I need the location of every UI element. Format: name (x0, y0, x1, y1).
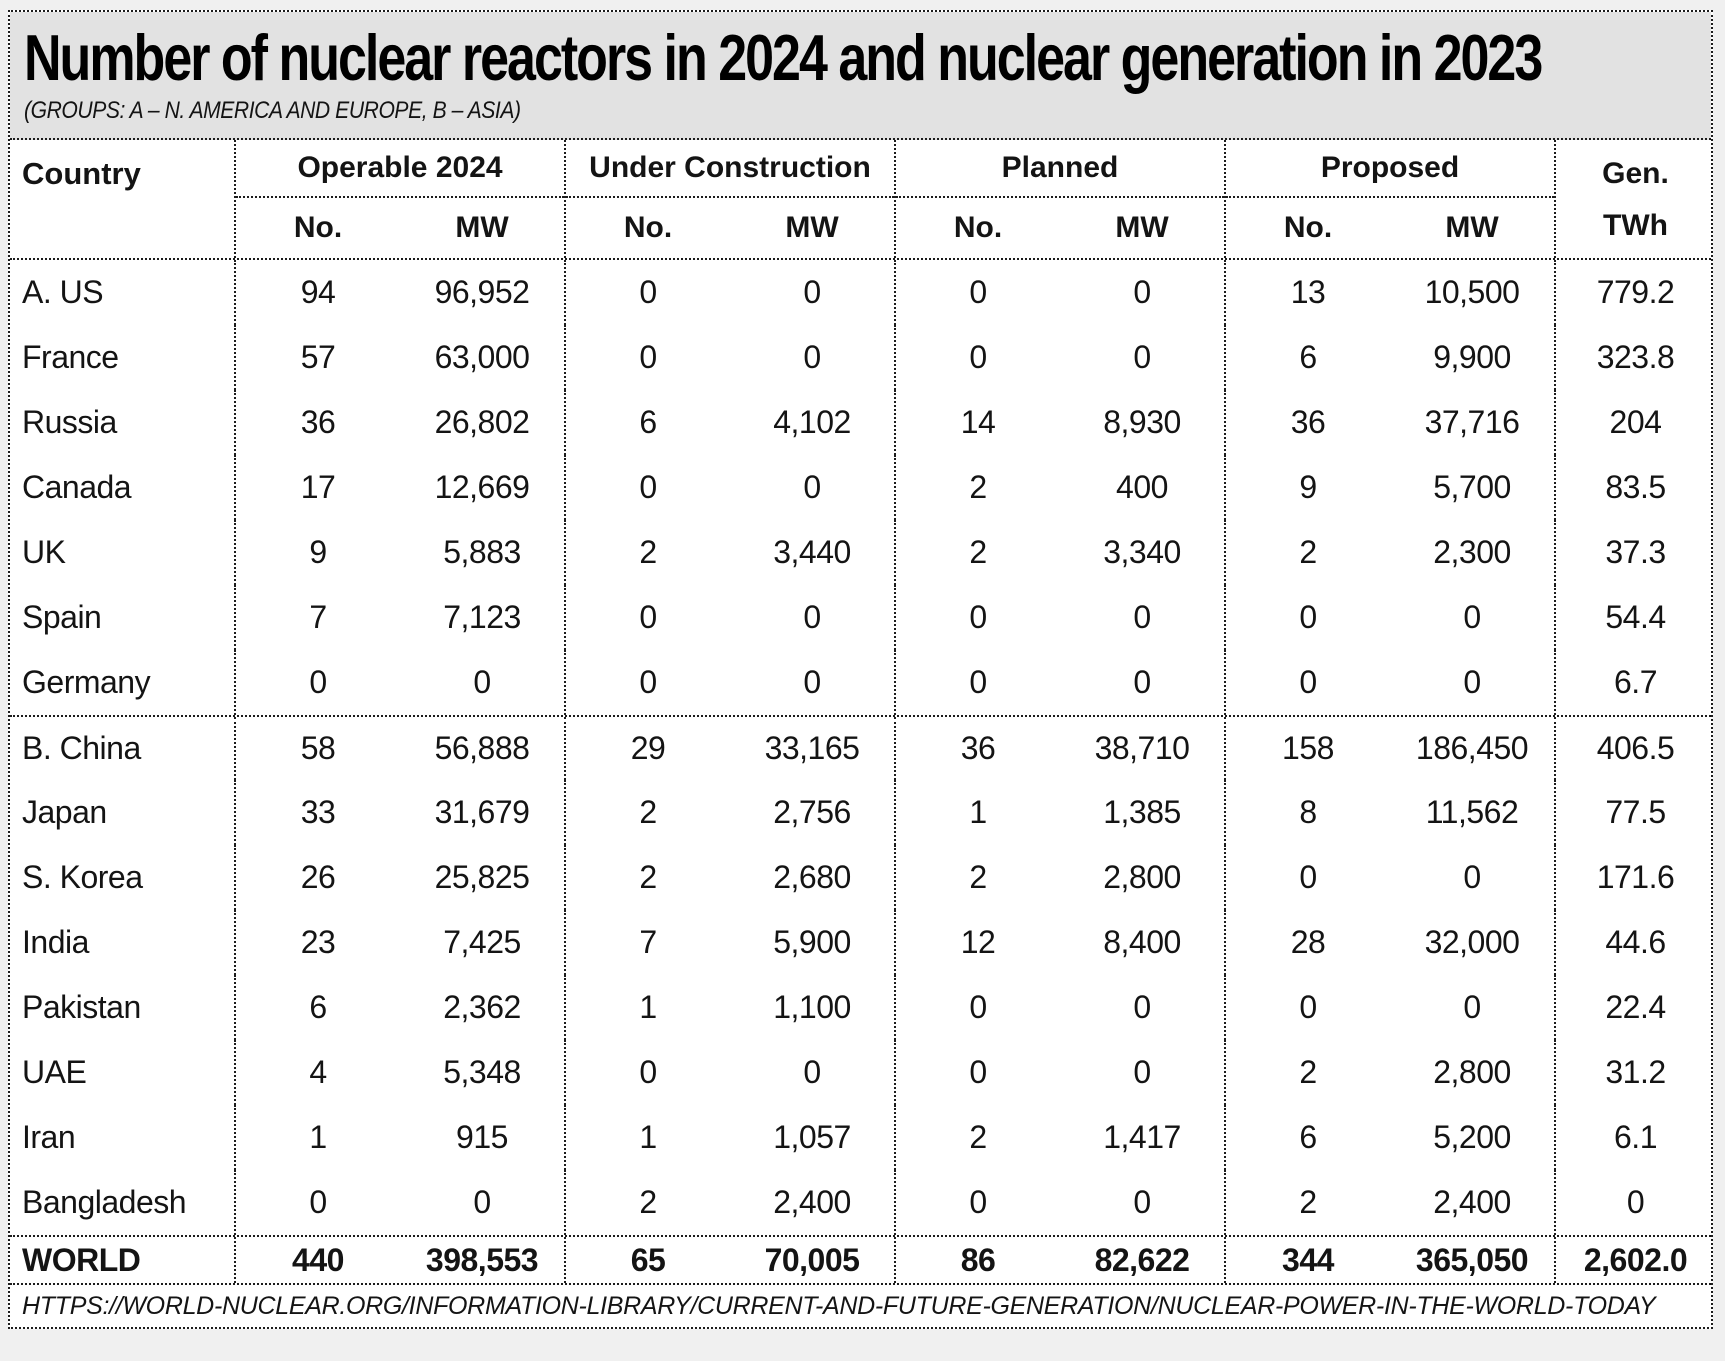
under-construction-mw-cell: 70,005 (764, 1241, 860, 1278)
proposed-cell-group (1224, 390, 1554, 455)
gen-twh-cell: 77.5 (1554, 780, 1715, 845)
under-construction-group-label: Under Construction (566, 140, 894, 198)
page-title: Number of nuclear reactors in 2024 and nuclear generation in 2023 (24, 21, 1542, 94)
country-cell: Japan (22, 794, 107, 830)
planned-no-cell: 2 (969, 859, 987, 895)
gen-twh-cell: 31.2 (1554, 1040, 1715, 1105)
planned-no-cell: 0 (969, 339, 987, 375)
country-cell: Iran (22, 1119, 76, 1155)
under-construction-mw-cell: 2,680 (773, 859, 851, 895)
gen-twh-cell: 406.5 (1554, 717, 1715, 780)
operable-cell-group (234, 845, 564, 910)
planned-cell-group (894, 780, 1224, 845)
proposed-no-cell: 0 (1299, 989, 1317, 1025)
under-construction-mw-cell: 2,400 (773, 1184, 851, 1220)
proposed-mw-cell: 186,450 (1415, 730, 1529, 766)
planned-no-cell: 1 (969, 794, 987, 830)
planned-cell-group (894, 650, 1224, 715)
planned-no-cell: 86 (960, 1241, 996, 1278)
under-construction-cell-group (564, 1170, 894, 1235)
table-row (10, 325, 1711, 390)
under-construction-cell-group (564, 1040, 894, 1105)
proposed-cell-group (1224, 260, 1554, 325)
operable-mw-header: MW (455, 211, 509, 244)
under-construction-mw-cell: 4,102 (773, 404, 851, 440)
proposed-cell-group (1224, 780, 1554, 845)
under-construction-mw-cell: 1,100 (773, 989, 851, 1025)
under-construction-no-cell: 2 (639, 794, 657, 830)
under-construction-cell-group (564, 975, 894, 1040)
proposed-no-cell: 13 (1290, 274, 1326, 310)
proposed-cell-group (1224, 1040, 1554, 1105)
table-row (10, 780, 1711, 845)
proposed-no-cell: 28 (1290, 924, 1326, 960)
under-construction-mw-cell: 5,900 (773, 924, 851, 960)
gen-twh-cell: 37.3 (1554, 520, 1715, 585)
operable-mw-cell: 5,883 (443, 534, 521, 570)
under-construction-no-header: No. (623, 211, 673, 244)
under-construction-cell-group (564, 1237, 894, 1283)
operable-mw-cell: 26,802 (434, 404, 530, 440)
planned-mw-cell: 1,385 (1103, 794, 1181, 830)
proposed-subheader (1226, 198, 1554, 258)
under-construction-mw-cell: 3,440 (773, 534, 851, 570)
gen-header-line2: TWh (1603, 209, 1668, 242)
operable-mw-cell: 56,888 (434, 730, 530, 766)
operable-mw-cell: 7,425 (443, 924, 521, 960)
planned-no-cell: 0 (969, 599, 987, 635)
under-construction-cell-group (564, 1105, 894, 1170)
operable-cell-group (234, 910, 564, 975)
under-construction-mw-cell: 0 (803, 339, 821, 375)
proposed-mw-cell: 9,900 (1433, 339, 1511, 375)
planned-mw-cell: 1,417 (1103, 1119, 1181, 1155)
planned-mw-cell: 2,800 (1103, 859, 1181, 895)
planned-mw-cell: 38,710 (1094, 730, 1190, 766)
planned-no-cell: 0 (969, 1184, 987, 1220)
planned-cell-group (894, 975, 1224, 1040)
under-construction-cell-group (564, 650, 894, 715)
under-construction-no-cell: 1 (639, 1119, 657, 1155)
proposed-mw-cell: 2,300 (1433, 534, 1511, 570)
planned-no-cell: 0 (969, 274, 987, 310)
proposed-no-cell: 9 (1299, 469, 1317, 505)
proposed-no-cell: 6 (1299, 339, 1317, 375)
operable-mw-cell: 7,123 (443, 599, 521, 635)
proposed-mw-cell: 2,800 (1433, 1054, 1511, 1090)
proposed-cell-group (1224, 520, 1554, 585)
operable-cell-group (234, 260, 564, 325)
table-row (10, 845, 1711, 910)
operable-cell-group (234, 975, 564, 1040)
proposed-cell-group (1224, 455, 1554, 520)
under-construction-no-cell: 0 (639, 1054, 657, 1090)
under-construction-mw-cell: 0 (803, 1054, 821, 1090)
operable-cell-group (234, 585, 564, 650)
proposed-cell-group (1224, 1105, 1554, 1170)
world-label-cell: WORLD (22, 1241, 141, 1278)
proposed-mw-header: MW (1445, 211, 1499, 244)
under-construction-cell-group (564, 325, 894, 390)
page-subtitle: (GROUPS: A – N. AMERICA AND EUROPE, B – ASIA) (24, 97, 521, 125)
planned-cell-group (894, 455, 1224, 520)
proposed-no-cell: 2 (1299, 534, 1317, 570)
under-construction-cell-group (564, 845, 894, 910)
planned-mw-cell: 3,340 (1103, 534, 1181, 570)
column-header-proposed (1224, 140, 1554, 258)
country-cell: Russia (22, 404, 117, 440)
proposed-group-label: Proposed (1226, 140, 1554, 198)
planned-cell-group (894, 1105, 1224, 1170)
under-construction-mw-cell: 33,165 (764, 730, 860, 766)
planned-mw-cell: 8,400 (1103, 924, 1181, 960)
planned-no-cell: 2 (969, 534, 987, 570)
under-construction-cell-group (564, 780, 894, 845)
proposed-no-cell: 36 (1290, 404, 1326, 440)
proposed-cell-group (1224, 585, 1554, 650)
planned-mw-cell: 0 (1133, 274, 1151, 310)
table-row (10, 910, 1711, 975)
operable-cell-group (234, 520, 564, 585)
proposed-mw-cell: 37,716 (1424, 404, 1520, 440)
under-construction-no-cell: 65 (630, 1241, 666, 1278)
gen-twh-cell: 323.8 (1554, 325, 1715, 390)
under-construction-no-cell: 0 (639, 274, 657, 310)
proposed-cell-group (1224, 1170, 1554, 1235)
under-construction-cell-group (564, 585, 894, 650)
under-construction-cell-group (564, 910, 894, 975)
operable-cell-group (234, 1237, 564, 1283)
country-cell: Pakistan (22, 989, 141, 1025)
country-cell: A. US (22, 274, 104, 310)
planned-mw-cell: 0 (1133, 599, 1151, 635)
planned-mw-cell: 82,622 (1094, 1241, 1190, 1278)
under-construction-no-cell: 0 (639, 469, 657, 505)
operable-group-label: Operable 2024 (236, 140, 564, 198)
under-construction-mw-cell: 0 (803, 469, 821, 505)
country-cell: UAE (22, 1054, 87, 1090)
proposed-no-cell: 158 (1282, 730, 1334, 766)
column-header-under-construction (564, 140, 894, 258)
table-row (10, 1040, 1711, 1105)
under-construction-no-cell: 0 (639, 599, 657, 635)
proposed-mw-cell: 0 (1463, 859, 1481, 895)
proposed-cell-group (1224, 910, 1554, 975)
under-construction-mw-cell: 1,057 (773, 1119, 851, 1155)
table-row (10, 975, 1711, 1040)
under-construction-no-cell: 29 (630, 730, 666, 766)
operable-mw-cell: 96,952 (434, 274, 530, 310)
planned-cell-group (894, 910, 1224, 975)
operable-mw-cell: 25,825 (434, 859, 530, 895)
operable-no-cell: 0 (309, 664, 327, 700)
under-construction-mw-header: MW (785, 211, 839, 244)
table-row (10, 1105, 1711, 1170)
gen-twh-cell: 44.6 (1554, 910, 1715, 975)
planned-no-cell: 2 (969, 469, 987, 505)
proposed-mw-cell: 365,050 (1415, 1241, 1529, 1278)
operable-no-header: No. (293, 211, 343, 244)
proposed-cell-group (1224, 650, 1554, 715)
country-cell: Canada (22, 469, 132, 505)
planned-mw-cell: 0 (1133, 339, 1151, 375)
country-cell: UK (22, 534, 66, 570)
proposed-mw-cell: 32,000 (1424, 924, 1520, 960)
planned-no-cell: 12 (960, 924, 996, 960)
operable-no-cell: 1 (309, 1119, 327, 1155)
under-construction-no-cell: 7 (639, 924, 657, 960)
country-cell: B. China (22, 730, 141, 766)
planned-cell-group (894, 585, 1224, 650)
planned-mw-cell: 8,930 (1103, 404, 1181, 440)
source-url: HTTPS://WORLD-NUCLEAR.ORG/INFORMATION-LIBRARY/CURRENT-AND-FUTURE-GENERATION/NUCLEAR-POWER-IN-THE-WORLD-TODAY (22, 1291, 1656, 1320)
proposed-mw-cell: 2,400 (1433, 1184, 1511, 1220)
country-cell: Spain (22, 599, 102, 635)
table-row (10, 585, 1711, 650)
proposed-no-cell: 2 (1299, 1184, 1317, 1220)
under-construction-cell-group (564, 455, 894, 520)
under-construction-subheader (566, 198, 894, 258)
gen-twh-cell: 779.2 (1554, 260, 1715, 325)
proposed-mw-cell: 0 (1463, 599, 1481, 635)
operable-subheader (236, 198, 564, 258)
under-construction-cell-group (564, 390, 894, 455)
country-cell: Germany (22, 664, 151, 700)
proposed-mw-cell: 5,200 (1433, 1119, 1511, 1155)
column-header-country: Country (22, 156, 141, 191)
gen-twh-cell: 54.4 (1554, 585, 1715, 650)
infographic-frame (8, 10, 1713, 1329)
under-construction-no-cell: 6 (639, 404, 657, 440)
title-area (10, 12, 1711, 140)
proposed-no-cell: 344 (1282, 1241, 1334, 1278)
operable-no-cell: 0 (309, 1184, 327, 1220)
operable-cell-group (234, 1105, 564, 1170)
table-row (10, 1170, 1711, 1235)
operable-no-cell: 4 (309, 1054, 327, 1090)
column-header-planned (894, 140, 1224, 258)
operable-cell-group (234, 390, 564, 455)
under-construction-mw-cell: 2,756 (773, 794, 851, 830)
table-row (10, 520, 1711, 585)
operable-no-cell: 440 (292, 1241, 344, 1278)
planned-no-cell: 14 (960, 404, 996, 440)
proposed-cell-group (1224, 1237, 1554, 1283)
operable-cell-group (234, 1040, 564, 1105)
proposed-no-header: No. (1283, 211, 1333, 244)
planned-cell-group (894, 1040, 1224, 1105)
planned-no-cell: 0 (969, 989, 987, 1025)
gen-twh-cell: 171.6 (1554, 845, 1715, 910)
operable-mw-cell: 0 (473, 664, 491, 700)
planned-no-cell: 36 (960, 730, 996, 766)
operable-no-cell: 58 (300, 730, 336, 766)
planned-cell-group (894, 260, 1224, 325)
table-body (10, 260, 1711, 1285)
gen-twh-cell: 204 (1554, 390, 1715, 455)
under-construction-no-cell: 2 (639, 859, 657, 895)
proposed-cell-group (1224, 325, 1554, 390)
proposed-no-cell: 8 (1299, 794, 1317, 830)
proposed-no-cell: 0 (1299, 664, 1317, 700)
country-cell: France (22, 339, 119, 375)
operable-mw-cell: 0 (473, 1184, 491, 1220)
gen-twh-cell: 6.1 (1554, 1105, 1715, 1170)
operable-cell-group (234, 1170, 564, 1235)
planned-mw-cell: 0 (1133, 664, 1151, 700)
operable-mw-cell: 5,348 (443, 1054, 521, 1090)
operable-no-cell: 17 (300, 469, 336, 505)
gen-twh-cell: 6.7 (1554, 650, 1715, 715)
operable-mw-cell: 2,362 (443, 989, 521, 1025)
planned-cell-group (894, 520, 1224, 585)
under-construction-no-cell: 2 (639, 1184, 657, 1220)
proposed-cell-group (1224, 717, 1554, 780)
operable-no-cell: 94 (300, 274, 336, 310)
operable-mw-cell: 398,553 (425, 1241, 539, 1278)
operable-mw-cell: 63,000 (434, 339, 530, 375)
column-header-operable (234, 140, 564, 258)
proposed-mw-cell: 10,500 (1424, 274, 1520, 310)
planned-no-cell: 0 (969, 1054, 987, 1090)
planned-no-header: No. (953, 211, 1003, 244)
under-construction-no-cell: 1 (639, 989, 657, 1025)
country-cell: India (22, 924, 89, 960)
under-construction-mw-cell: 0 (803, 274, 821, 310)
planned-group-label: Planned (896, 140, 1224, 198)
proposed-cell-group (1224, 975, 1554, 1040)
operable-cell-group (234, 650, 564, 715)
proposed-no-cell: 0 (1299, 599, 1317, 635)
under-construction-no-cell: 2 (639, 534, 657, 570)
under-construction-cell-group (564, 520, 894, 585)
operable-no-cell: 23 (300, 924, 336, 960)
under-construction-cell-group (564, 260, 894, 325)
planned-mw-header: MW (1115, 211, 1169, 244)
under-construction-no-cell: 0 (639, 339, 657, 375)
gen-twh-cell: 2,602.0 (1554, 1237, 1715, 1283)
operable-no-cell: 9 (309, 534, 327, 570)
planned-cell-group (894, 390, 1224, 455)
under-construction-mw-cell: 0 (803, 664, 821, 700)
operable-mw-cell: 31,679 (434, 794, 530, 830)
operable-no-cell: 6 (309, 989, 327, 1025)
under-construction-no-cell: 0 (639, 664, 657, 700)
world-total-row (10, 1235, 1711, 1285)
under-construction-mw-cell: 0 (803, 599, 821, 635)
table-header (10, 140, 1711, 260)
operable-no-cell: 26 (300, 859, 336, 895)
country-cell: S. Korea (22, 859, 143, 895)
under-construction-cell-group (564, 717, 894, 780)
table-row (10, 455, 1711, 520)
gen-twh-cell: 22.4 (1554, 975, 1715, 1040)
operable-no-cell: 7 (309, 599, 327, 635)
planned-cell-group (894, 717, 1224, 780)
operable-no-cell: 57 (300, 339, 336, 375)
planned-cell-group (894, 1237, 1224, 1283)
proposed-mw-cell: 11,562 (1425, 794, 1519, 830)
table-row (10, 715, 1711, 780)
table-row (10, 650, 1711, 715)
operable-mw-cell: 12,669 (434, 469, 530, 505)
planned-mw-cell: 0 (1133, 1184, 1151, 1220)
planned-mw-cell: 0 (1133, 1054, 1151, 1090)
operable-cell-group (234, 780, 564, 845)
proposed-cell-group (1224, 845, 1554, 910)
operable-cell-group (234, 717, 564, 780)
operable-mw-cell: 915 (456, 1119, 508, 1155)
planned-no-cell: 2 (969, 1119, 987, 1155)
gen-twh-cell: 0 (1554, 1170, 1715, 1235)
planned-no-cell: 0 (969, 664, 987, 700)
gen-header-line1: Gen. (1602, 157, 1669, 190)
operable-cell-group (234, 325, 564, 390)
table-row (10, 260, 1711, 325)
country-cell: Bangladesh (22, 1184, 187, 1220)
planned-cell-group (894, 845, 1224, 910)
proposed-mw-cell: 5,700 (1433, 469, 1511, 505)
planned-mw-cell: 400 (1116, 469, 1168, 505)
proposed-mw-cell: 0 (1463, 989, 1481, 1025)
proposed-mw-cell: 0 (1463, 664, 1481, 700)
operable-no-cell: 33 (300, 794, 336, 830)
column-header-gen-twh (1554, 140, 1715, 258)
planned-cell-group (894, 1170, 1224, 1235)
proposed-no-cell: 0 (1299, 859, 1317, 895)
proposed-no-cell: 6 (1299, 1119, 1317, 1155)
planned-cell-group (894, 325, 1224, 390)
planned-subheader (896, 198, 1224, 258)
gen-twh-cell: 83.5 (1554, 455, 1715, 520)
operable-cell-group (234, 455, 564, 520)
operable-no-cell: 36 (300, 404, 336, 440)
planned-mw-cell: 0 (1133, 989, 1151, 1025)
table-row (10, 390, 1711, 455)
proposed-no-cell: 2 (1299, 1054, 1317, 1090)
